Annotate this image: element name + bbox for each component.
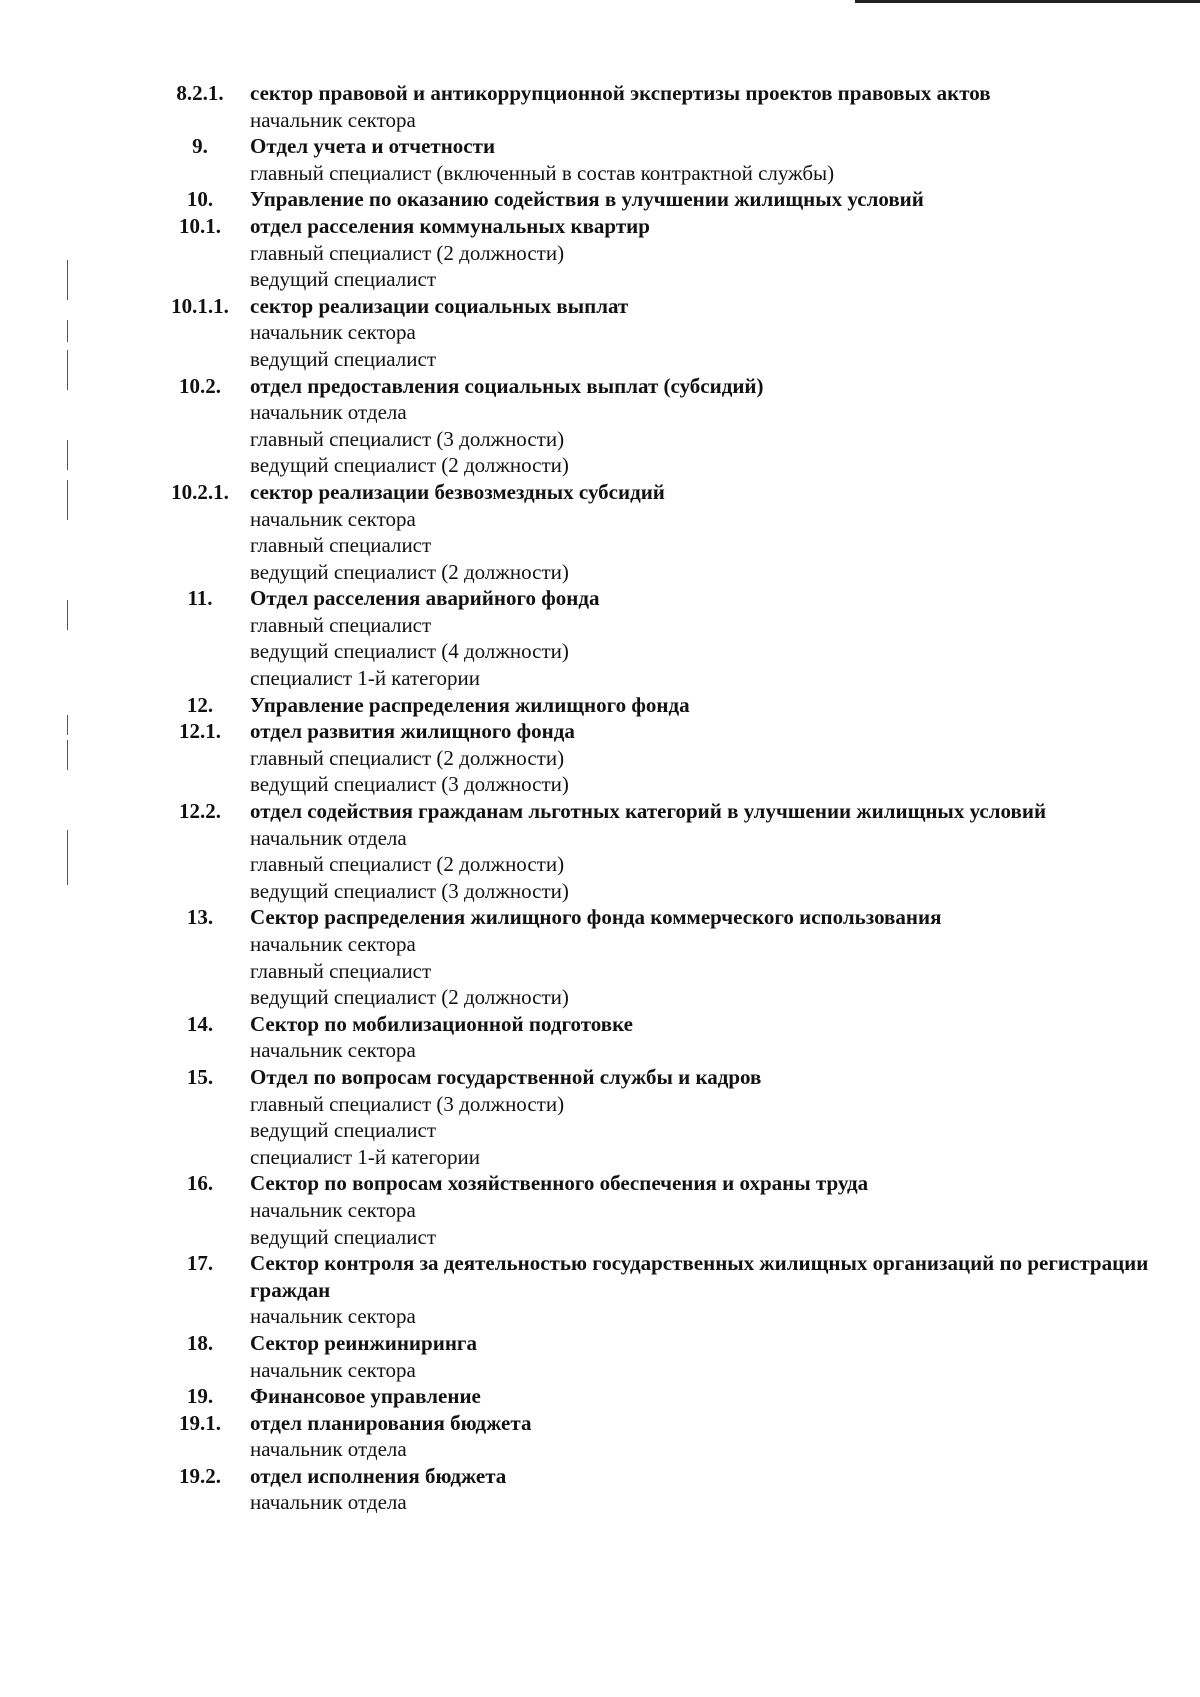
position-line: главный специалист (включенный в состав контрактной службы)	[250, 160, 835, 185]
position-line: специалист 1-й категории	[250, 1144, 481, 1169]
entry-number: 16.	[186, 1171, 214, 1196]
position-line: главный специалист (3 должности)	[250, 426, 565, 451]
position-line: ведущий специалист	[250, 1118, 436, 1143]
entry-body	[250, 293, 1150, 373]
entry-number: 10.2.	[179, 373, 221, 398]
unit-title: отдел предоставления социальных выплат (субсидий)	[250, 373, 764, 398]
structure-entry	[150, 692, 1150, 719]
position-line: начальник сектора	[250, 1357, 416, 1382]
structure-entry	[150, 1330, 1150, 1383]
entry-body	[250, 904, 1150, 1010]
position-line: ведущий специалист (2 должности)	[250, 453, 569, 478]
unit-title: отдел расселения коммунальных квартир	[250, 213, 650, 238]
position-line: начальник отдела	[250, 825, 407, 850]
unit-title: отдел содействия гражданам льготных категорий в улучшении жилищных условий	[250, 799, 1047, 824]
position-line: главный специалист (2 должности)	[250, 745, 565, 770]
position-line: главный специалист (2 должности)	[250, 852, 565, 877]
structure-entry	[150, 1170, 1150, 1250]
entry-body	[250, 1250, 1150, 1330]
entry-body	[250, 186, 1150, 213]
entry-body	[250, 213, 1150, 293]
entry-body	[250, 1011, 1150, 1064]
entry-number: 18.	[186, 1330, 214, 1355]
structure-entry	[150, 798, 1150, 904]
scan-margin-marks	[62, 240, 74, 1000]
entry-number: 19.1.	[179, 1410, 221, 1435]
unit-title: отдел развития жилищного фонда	[250, 719, 575, 744]
unit-title: отдел планирования бюджета	[250, 1410, 532, 1435]
structure-entry	[150, 373, 1150, 479]
entry-body	[250, 1463, 1150, 1516]
position-line: начальник сектора	[250, 107, 416, 132]
position-line: начальник сектора	[250, 932, 416, 956]
position-line: начальник отдела	[250, 400, 407, 425]
unit-title: Отдел расселения аварийного фонда	[250, 586, 600, 611]
structure-entry	[150, 213, 1150, 293]
unit-title: Сектор контроля за деятельностью государственных жилищных организаций по регистрации граждан	[250, 1251, 1149, 1302]
entry-body	[250, 718, 1150, 798]
top-border-line	[855, 0, 1200, 3]
entry-number: 17.	[186, 1251, 214, 1276]
structure-entry	[150, 80, 1150, 133]
structure-entry	[150, 1011, 1150, 1064]
entry-body	[250, 1170, 1150, 1250]
structure-entry	[150, 1064, 1150, 1170]
unit-title: Сектор реинжиниринга	[250, 1330, 477, 1355]
position-line: ведущий специалист (3 должности)	[250, 772, 569, 797]
unit-title: Сектор распределения жилищного фонда коммерческого использования	[250, 905, 942, 930]
unit-title: сектор реализации социальных выплат	[250, 293, 629, 318]
entry-number: 11.	[187, 586, 213, 611]
entry-number: 9.	[192, 134, 208, 159]
structure-entry	[150, 1463, 1150, 1516]
position-line: главный специалист	[250, 612, 432, 637]
structure-entry	[150, 293, 1150, 373]
structure-entry	[150, 1383, 1150, 1410]
entry-number: 8.2.1.	[176, 81, 224, 105]
unit-title: сектор реализации безвозмездных субсидий	[250, 479, 665, 504]
entry-number: 13.	[186, 905, 214, 930]
entry-number: 19.	[186, 1384, 214, 1409]
structure-entry	[150, 585, 1150, 691]
position-line: ведущий специалист (3 должности)	[250, 878, 569, 903]
position-line: главный специалист	[250, 958, 432, 983]
unit-title: Управление по оказанию содействия в улучшении жилищных условий	[250, 187, 924, 212]
unit-title: Отдел учета и отчетности	[250, 134, 496, 159]
position-line: специалист 1-й категории	[250, 666, 481, 691]
entry-body	[250, 1410, 1150, 1463]
structure-entry	[150, 133, 1150, 186]
entry-body	[250, 373, 1150, 479]
structure-entry	[150, 1410, 1150, 1463]
position-line: ведущий специалист (2 должности)	[250, 985, 569, 1010]
entry-body	[250, 1383, 1150, 1410]
position-line: ведущий специалист (2 должности)	[250, 559, 569, 584]
entry-body	[250, 80, 1150, 133]
entry-body	[250, 585, 1150, 691]
position-line: начальник сектора	[250, 506, 416, 531]
position-line: начальник сектора	[250, 320, 416, 345]
entry-number: 10.1.1.	[171, 293, 229, 318]
unit-title: сектор правовой и антикоррупционной экспертизы проектов правовых актов	[250, 81, 991, 105]
entry-number: 10.	[186, 187, 214, 212]
entry-body	[250, 133, 1150, 186]
unit-title: Управление распределения жилищного фонда	[250, 692, 690, 717]
position-line: ведущий специалист	[250, 346, 436, 371]
structure-entry	[150, 186, 1150, 213]
structure-entry	[150, 904, 1150, 1010]
entry-number: 12.2.	[179, 799, 221, 824]
entry-body	[250, 1330, 1150, 1383]
structure-entry	[150, 1250, 1150, 1330]
entry-number: 14.	[186, 1011, 214, 1036]
entry-number: 10.2.1.	[171, 479, 229, 504]
entry-number: 12.1.	[179, 719, 221, 744]
entry-body	[250, 692, 1150, 719]
position-line: ведущий специалист (4 должности)	[250, 639, 569, 664]
position-line: ведущий специалист	[250, 1224, 436, 1249]
position-line: главный специалист (2 должности)	[250, 240, 565, 265]
entry-number: 15.	[186, 1064, 214, 1089]
entry-number: 19.2.	[179, 1463, 221, 1488]
position-line: главный специалист (3 должности)	[250, 1091, 565, 1116]
unit-title: Отдел по вопросам государственной службы и кадров	[250, 1064, 762, 1089]
position-line: главный специалист	[250, 533, 432, 558]
entry-body	[250, 479, 1150, 585]
entry-number: 12.	[186, 692, 214, 717]
position-line: начальник сектора	[250, 1197, 416, 1222]
unit-title: Финансовое управление	[250, 1384, 481, 1409]
entry-number: 10.1.	[179, 213, 221, 238]
structure-entry	[150, 718, 1150, 798]
position-line: начальник сектора	[250, 1038, 416, 1063]
entry-body	[250, 1064, 1150, 1170]
unit-title: отдел исполнения бюджета	[250, 1463, 507, 1488]
position-line: начальник сектора	[250, 1304, 416, 1329]
position-line: ведущий специалист	[250, 267, 436, 292]
entry-body	[250, 798, 1150, 904]
position-line: начальник отдела	[250, 1437, 407, 1462]
staff-structure-list	[150, 80, 1150, 1516]
unit-title: Сектор по вопросам хозяйственного обеспечения и охраны труда	[250, 1171, 869, 1196]
structure-entry	[150, 479, 1150, 585]
unit-title: Сектор по мобилизационной подготовке	[250, 1011, 633, 1036]
position-line: начальник отдела	[250, 1490, 407, 1515]
